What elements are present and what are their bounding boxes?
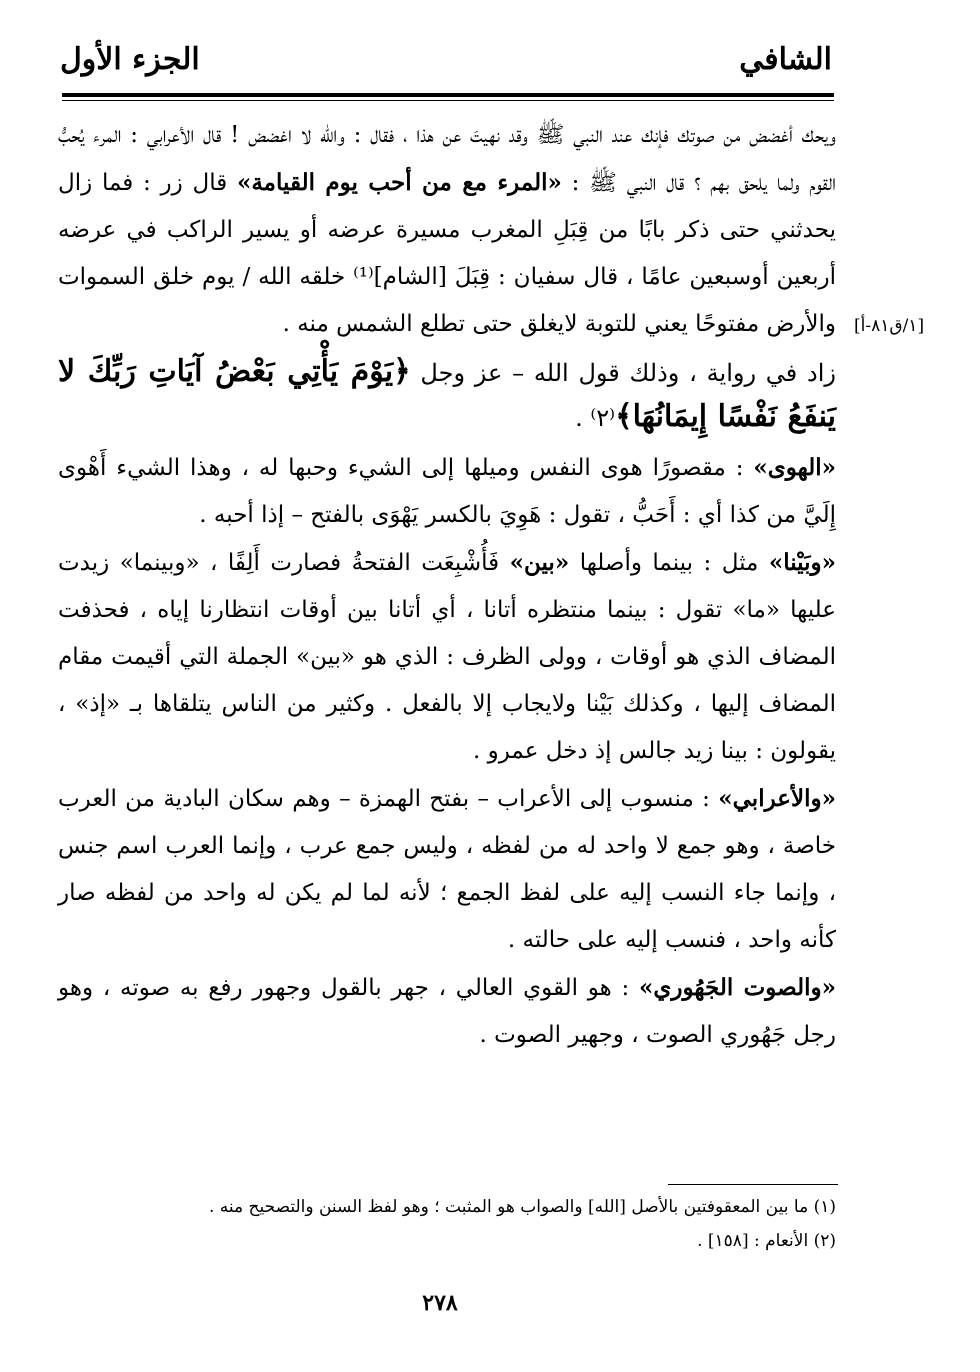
footnote-separator [668,1184,838,1185]
header-rule [62,93,834,97]
footnote-2: (٢) الأنعام : [١٥٨] . [697,1231,836,1251]
manuscript-margin-note: [١/ق٨١-أ] [854,316,925,336]
defined-term: «بين» [509,549,570,576]
book-title: الشافي [739,42,832,77]
defined-term: «الهوى» [753,454,836,481]
paragraph-hadith [58,112,836,348]
hadith-quote: «المرء مع من أحب يوم القيامة» [236,169,562,196]
paragraph-text: ويحك أغضض من صوتك فإنك عند النبي ﷺ وقد نهيتَ عن هذا ، فقال : والله لا اغضض ! قال الأعرابي : المرء يُحبُّ القوم ولما يلحق بهم ؟ قال النبي ﷺ : [58,122,836,196]
paragraph-quran [58,350,836,440]
paragraph-text: : منسوب إلى الأعراب – بفتح الهمزة – وهم سكان البادية من العرب خاصة ، وهو جمع لا واحد له من لفظه ، وليس جمع عرب ، وإنما العرب اسم جنس ، وإنما جاء النسب إليه على لفظ الجمع ؛ لأنه لما لم يكن له واحد من لفظه صار كأنه واحد ، فنسب إليه على حالته . [58,786,836,953]
quran-verse: ﴿يَوْمَ يَأْتِي بَعْضُ آيَاتِ رَبِّكَ لا يَنفَعُ نَفْسًا إِيمَانُهَا﴾ [58,354,836,434]
footnote-ref: ⁽٢⁾ . [575,404,616,432]
footnotes [90,1190,836,1258]
defined-term: «والصوت الجَهُوري» [639,974,836,1001]
paragraph-text: فَأُشْبِعَت الفتحةُ فصارت أَلِفًا ، «وبينما» زيدت عليها «ما» تقول : بينما منتظره أتانا ، أي أتانا بين أوقات انتظارنا إياه ، فحذفت المضاف الذي هو أوقات ، وولى الظرف : الذي هو «بين» الجملة التي أقيمت مقام المضاف إليها ، وكذلك بَيْنا ولايجاب إلا بالفعل . وكثير من الناس يتلقاها بـ «إذ» ، يقولون : بينا زيد جالس إذ دخل عمرو . [58,550,837,764]
paragraph-bayna [58,539,836,775]
defined-term: «وبَيْنا» [768,549,837,576]
paragraph-text: : مقصورًا هوى النفس وميلها إلى الشيء وحبها له ، وهذا الشيء أَهْوى إِلَيَّ من كذا أي : أَحَبُّ ، تقول : هَوِيَ بالكسر يَهْوَى بالفتح – إذا أحبه . [58,455,836,528]
volume-label: الجزء الأول [60,42,200,77]
page-number: ٢٧٨ [422,1290,458,1316]
paragraph-arabi [58,775,836,964]
page-header [60,42,832,82]
paragraph-text: : هو القوي العالي ، جهر بالقول وجهور رفع به صوته ، وهو رجل جَهُوري الصوت ، وجهير الصوت . [58,975,836,1048]
footnote-1: (١) ما بين المعقوفتين بالأصل [الله] والصواب هو المثبت ؛ وهو لفظ السنن والتصحيح منه . [208,1197,836,1217]
paragraph-hawa [58,444,836,539]
paragraph-sawt [58,964,836,1059]
main-text [58,112,836,1059]
paragraph-text: مثل : بينما وأصلها [569,550,769,576]
defined-term: «والأعرابي» [718,785,836,812]
header-rule-thin [62,100,834,101]
paragraph-text: قال زر : فما زال يحدثني حتى ذكر بابًا من قِبَلِ المغرب مسيرة عرضه أو يسير الراكب في عرضه أربعين أوسبعين عامًا ، قال سفيان : قِبَلَ [الشام]⁽¹⁾ خلقه الله / يوم خلق السموات والأرض مفتوحًا يعني للتوبة لايغلق حتى تطلع الشمس منه . [58,170,836,337]
paragraph-text: زاد في رواية ، وذلك قول الله – عز وجل [410,359,836,387]
